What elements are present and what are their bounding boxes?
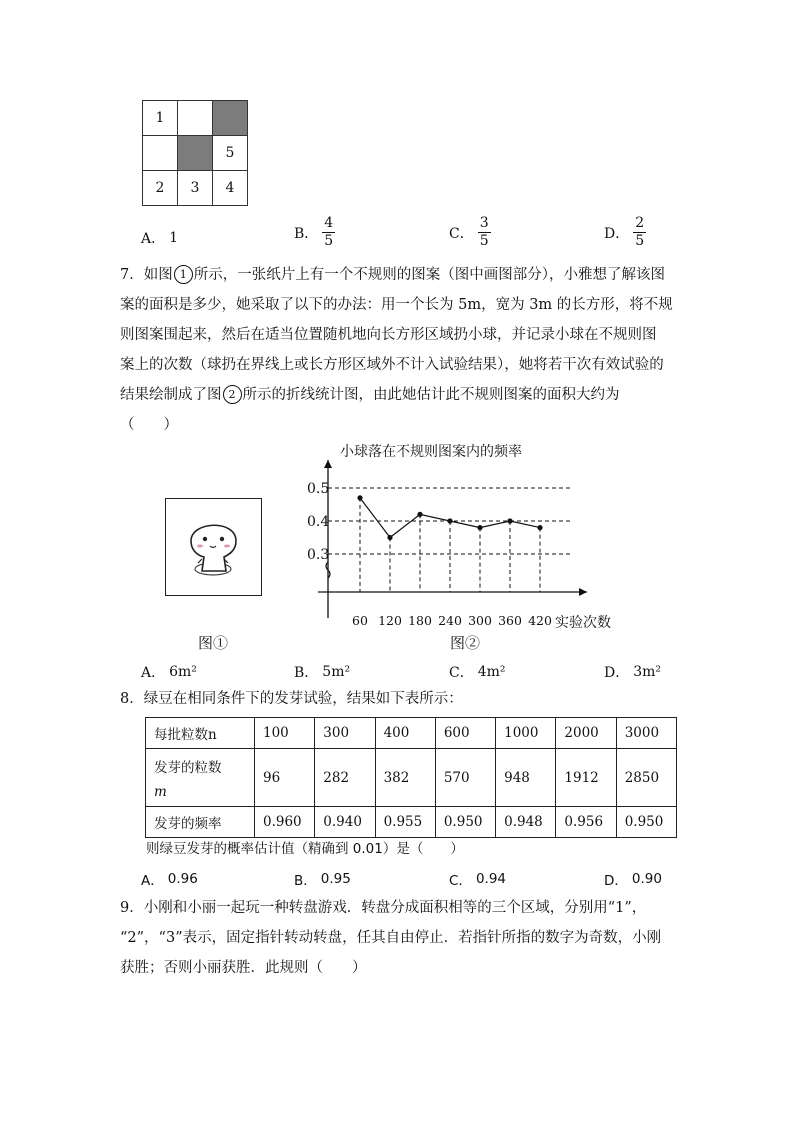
q8-option-a: [141, 869, 198, 889]
table-row: [146, 749, 677, 807]
table-row: [146, 718, 677, 749]
q9-line: “2”，“3”表示，固定指针转动转盘，任其自由停止．若指针所指的数字为奇数，小刚: [120, 930, 662, 946]
grid-cell: 1: [143, 101, 178, 136]
text: 结果绘制成了图: [120, 387, 222, 403]
grid-cell-shaded: [213, 101, 248, 136]
q8-option-c: [449, 869, 506, 889]
row-header: [146, 749, 255, 807]
x-tick-label: 300: [468, 613, 492, 628]
grid-cell: [178, 101, 213, 136]
q7-line: [120, 260, 680, 290]
option-value: 6m²: [169, 664, 197, 680]
denominator: 5: [479, 233, 489, 249]
option-letter: C．: [449, 873, 472, 889]
q6-option-c: [449, 215, 491, 250]
q7-option-a: [141, 662, 197, 682]
q6-option-d: [604, 215, 646, 250]
fraction: [633, 215, 646, 250]
fraction: [478, 215, 491, 250]
cartoon-character-icon: [166, 499, 261, 595]
numerator: 2: [635, 215, 645, 231]
grid-cell: 2: [143, 171, 178, 206]
table-cell: 0.940: [315, 807, 375, 838]
figure-1-caption: 图①: [198, 634, 229, 652]
option-value: 0.90: [631, 871, 662, 887]
option-value: 0.95: [320, 871, 351, 887]
frequency-line-chart: [295, 432, 625, 632]
x-axis-label: 实验次数: [555, 615, 611, 631]
denominator: 5: [635, 233, 645, 249]
table-cell: 100: [255, 718, 315, 749]
option-letter: A．: [141, 873, 164, 889]
q9-stem: [120, 893, 700, 983]
table-cell: 0.956: [556, 807, 616, 838]
figure-2-caption: 图②: [450, 634, 481, 652]
grid-cell: [143, 136, 178, 171]
row-header: 每批粒数n: [146, 718, 255, 749]
x-tick-label: 120: [378, 613, 402, 628]
data-point: [507, 518, 512, 523]
x-tick-label: 180: [408, 613, 432, 628]
y-tick-label: 0.4: [307, 514, 330, 530]
y-tick-label: 0.3: [307, 547, 330, 563]
denominator: 5: [324, 233, 334, 249]
row-header: 发芽的频率: [146, 807, 255, 838]
x-tick-label: 240: [438, 613, 462, 628]
data-point: [417, 512, 422, 517]
option-value: 1: [169, 230, 179, 246]
row-header-line: 发芽的粒数: [154, 759, 222, 776]
q7-line: [120, 380, 680, 410]
table-cell: 600: [435, 718, 495, 749]
table-cell: 2000: [556, 718, 616, 749]
q9-line: 9．小刚和小丽一起玩一种转盘游戏．转盘分成面积相等的三个区域，分别用“1”，: [120, 900, 647, 916]
option-value: 0.94: [475, 871, 506, 887]
q9-line: 获胜；否则小丽获胜．此规则（ ）: [120, 960, 367, 976]
text: 所示的折线统计图，由此她估计此不规则图案的面积大约为: [242, 387, 620, 403]
option-value: 3m²: [633, 664, 662, 680]
option-letter: D．: [604, 665, 630, 681]
figure-1-box: [165, 498, 262, 596]
fraction: [322, 215, 335, 250]
grid-cell: 5: [213, 136, 248, 171]
data-point: [387, 535, 392, 540]
table-cell: 400: [375, 718, 435, 749]
data-point: [357, 495, 362, 500]
grid-cell-shaded: [178, 136, 213, 171]
table-cell: 0.950: [435, 807, 495, 838]
data-point: [477, 525, 482, 530]
numerator: 4: [324, 215, 334, 231]
option-letter: C．: [449, 225, 474, 242]
circled-number: 2: [223, 385, 242, 404]
grid-cell: 4: [213, 171, 248, 206]
table-cell: 282: [315, 749, 375, 807]
table-cell: 0.950: [616, 807, 676, 838]
table-cell: 0.955: [375, 807, 435, 838]
chart-title: 小球落在不规则图案内的频率: [340, 444, 522, 460]
option-letter: B．: [294, 665, 319, 681]
y-tick-label: 0.5: [307, 481, 330, 497]
option-value: 0.96: [167, 871, 198, 887]
numerator: 3: [479, 215, 489, 231]
option-letter: A．: [141, 665, 166, 681]
table-cell: 3000: [616, 718, 676, 749]
table-cell: 0.948: [496, 807, 556, 838]
q7-option-c: [449, 662, 506, 682]
option-letter: D．: [604, 225, 630, 242]
option-letter: B．: [294, 873, 317, 889]
table-cell: 1912: [556, 749, 616, 807]
table-cell: 96: [255, 749, 315, 807]
text: 7．如图: [120, 267, 173, 283]
y-axis-arrow-icon: [324, 460, 332, 468]
q6-grid: [142, 100, 248, 206]
option-letter: B．: [294, 225, 319, 242]
table-row: [146, 807, 677, 838]
option-letter: C．: [449, 665, 474, 681]
row-header-variable: m: [154, 783, 167, 800]
q7-stem: [120, 260, 680, 440]
option-letter: D．: [604, 873, 628, 889]
q7-line: （ ）: [120, 417, 178, 433]
table-cell: 0.960: [255, 807, 315, 838]
germination-table: [145, 717, 677, 838]
q8-option-b: [294, 869, 351, 889]
x-tick-label: 420: [528, 613, 552, 628]
grid-cell: 3: [178, 171, 213, 206]
x-axis-arrow-icon: [579, 588, 587, 596]
table-cell: 1000: [496, 718, 556, 749]
x-tick-label: 60: [352, 613, 368, 628]
q6-option-b: [294, 215, 335, 250]
text: 所示，一张纸片上有一个不规则的图案（图中画图部分），小雅想了解该图: [193, 267, 665, 283]
q7-line: 案的面积是多少，她采取了以下的办法：用一个长为 5m，宽为 3m 的长方形，将不规: [120, 297, 673, 313]
q8-tail: 则绿豆发芽的概率估计值（精确到 0.01）是（ ）: [146, 841, 464, 857]
q7-line: 则图案围起来，然后在适当位置随机地向长方形区域扔小球，并记录小球在不规则图: [120, 327, 657, 343]
option-value: 4m²: [477, 664, 506, 680]
q8-stem: 8．绿豆在相同条件下的发芽试验，结果如下表所示：: [120, 691, 463, 707]
table-cell: 300: [315, 718, 375, 749]
table-cell: 382: [375, 749, 435, 807]
option-letter: A．: [141, 231, 166, 247]
q7-option-b: [294, 662, 350, 682]
circled-number: 1: [174, 265, 193, 284]
option-value: 5m²: [322, 664, 351, 680]
q8-option-d: [604, 869, 662, 889]
q7-option-d: [604, 662, 661, 682]
q7-line: 案上的次数（球扔在界线上或长方形区域外不计入试验结果），她将若干次有效试验的: [120, 357, 664, 373]
table-cell: 570: [435, 749, 495, 807]
table-cell: 2850: [616, 749, 676, 807]
x-tick-label: 360: [498, 613, 522, 628]
table-cell: 948: [496, 749, 556, 807]
q6-option-a: [141, 228, 178, 248]
data-point: [447, 518, 452, 523]
data-point: [537, 525, 542, 530]
